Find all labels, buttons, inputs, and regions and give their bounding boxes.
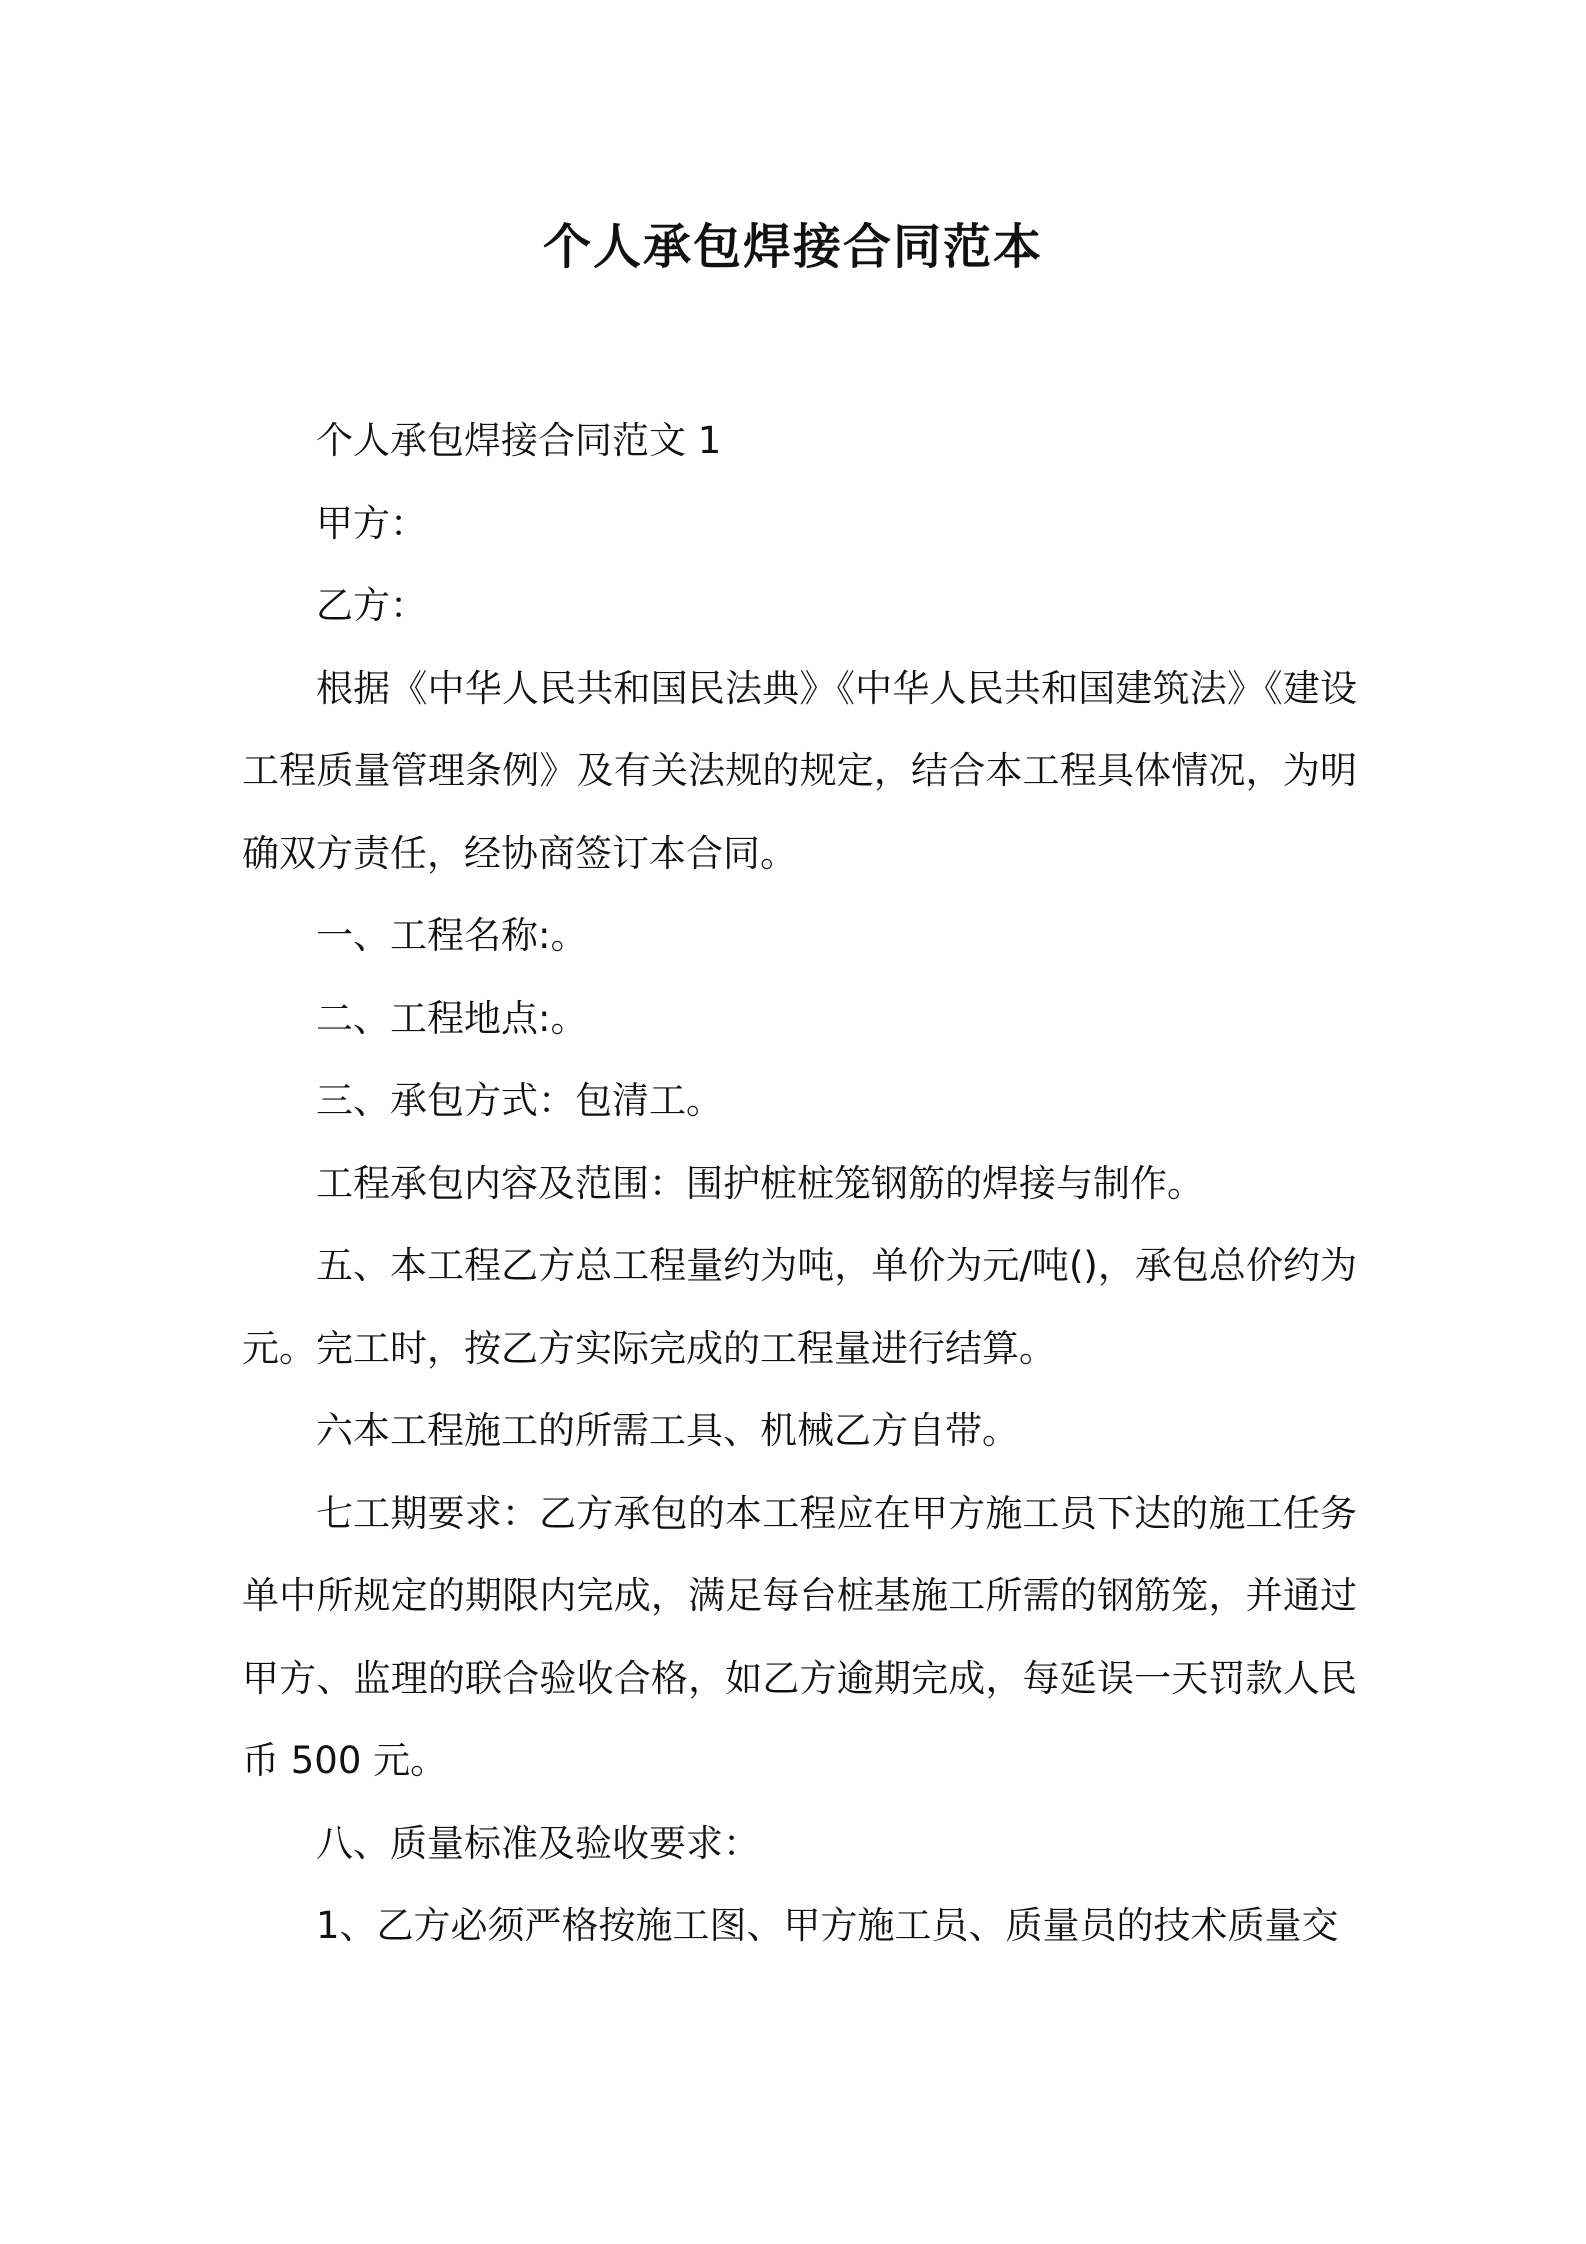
document-title: 个人承包焊接合同范本 — [542, 219, 1043, 275]
paragraph-heading: 个人承包焊接合同范文 1 — [316, 419, 722, 462]
paragraph-project-name: 一、工程名称:。 — [316, 914, 588, 957]
paragraph-quality-heading: 八、质量标准及验收要求： — [316, 1821, 760, 1865]
paragraph-quality-item-1: 1、乙方必须严格按施工图、甲方施工员、质量员的技术质量交 — [316, 1904, 1339, 1947]
paragraph-contract-method: 三、承包方式：包清工。 — [316, 1079, 723, 1122]
paragraph-legal-basis: 根据《中华人民共和国民法典》《中华人民共和国建筑法》《建设工程质量管理条例》及有关法规的规定，结合本工程具体情况，为明确双方责任，经协商签订本合同。 — [242, 666, 1357, 875]
paragraph-schedule: 七工期要求：乙方承包的本工程应在甲方施工员下达的施工任务单中所规定的期限内完成，满足每台桩基施工所需的钢筋笼，并通过甲方、监理的联合验收合格，如乙方逾期完成，每延误一天罚款人民币 500 元。 — [242, 1491, 1357, 1782]
paragraph-quantity-price: 五、本工程乙方总工程量约为吨，单价为元/吨()，承包总价约为元。完工时，按乙方实际完成的工程量进行结算。 — [242, 1244, 1357, 1370]
paragraph-tools: 六本工程施工的所需工具、机械乙方自带。 — [316, 1409, 1019, 1452]
paragraph-scope: 工程承包内容及范围：围护桩桩笼钢筋的焊接与制作。 — [316, 1161, 1204, 1205]
document-body — [242, 400, 1357, 1968]
paragraph-party-a: 甲方： — [316, 501, 427, 545]
paragraph-party-b: 乙方： — [316, 584, 427, 627]
paragraph-project-location: 二、工程地点:。 — [316, 996, 588, 1040]
